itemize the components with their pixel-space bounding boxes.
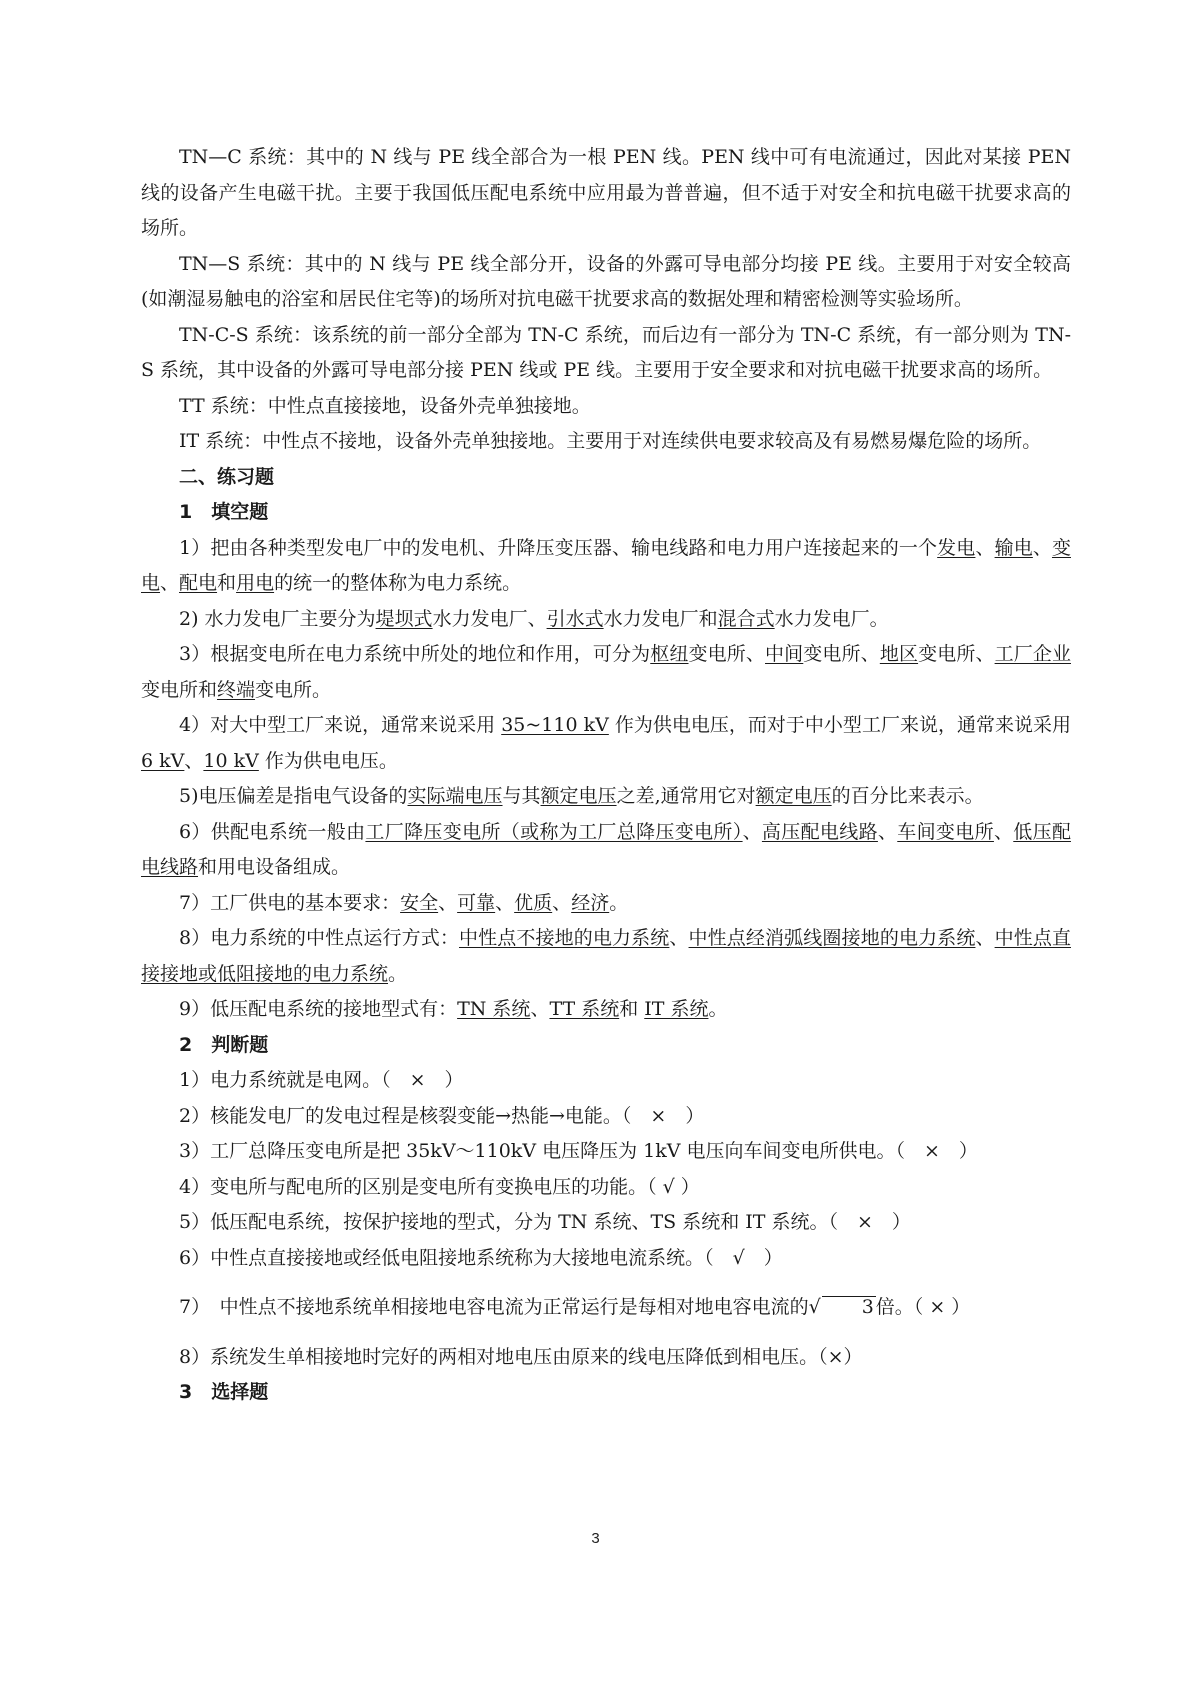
fill-question-7: 7）工厂供电的基本要求：安全、可靠、优质、经济。 <box>179 891 629 914</box>
answer-blank: 工厂企业 <box>994 643 1071 665</box>
answer-blank: 安全 <box>400 891 439 914</box>
answer-blank: 6 kV <box>141 749 185 772</box>
fill-question-4: 4）对大中型工厂来说，通常来说采用 35~110 kV 作为供电电压，而对于中小型工厂来说，通常来说采用 6 kV、10 kV 作为供电电压。 <box>141 714 1071 772</box>
answer-blank: 中间 <box>765 643 804 665</box>
answer-blank: 配电 <box>179 572 218 594</box>
answer-blank: 工厂降压变电所（或称为工厂总降压变电所） <box>365 820 743 843</box>
answer-blank: 经济 <box>571 891 610 914</box>
paragraph-it: IT 系统：中性点不接地，设备外壳单独接地。主要用于对连续供电要求较高及有易燃易爆危险的场所。 <box>179 430 1042 452</box>
answer-blank: 中性点不接地的电力系统 <box>459 927 670 949</box>
answer-blank: 低压配电线路 <box>141 820 1071 878</box>
sqrt-symbol: √ <box>808 1296 821 1318</box>
paragraph-tns: TN—S 系统：其中的 N 线与 PE 线全部分开，设备的外露可导电部分均接 PE 线。主要用于对安全较高(如潮湿易触电的浴室和居民住宅等)的场所对抗电磁干扰要求高的数据处理和精密检测等实验场所。 <box>141 252 1071 310</box>
fill-question-6: 6）供配电系统一般由工厂降压变电所（或称为工厂总降压变电所）、高压配电线路、车间变电所、低压配电线路和用电设备组成。 <box>141 820 1071 878</box>
answer-blank: TN 系统 <box>457 998 531 1020</box>
answer-blank: 中性点经消弧线圈接地的电力系统 <box>688 927 976 949</box>
spacer <box>141 1276 1071 1290</box>
answer-blank: 10 kV <box>203 749 259 772</box>
sqrt-radicand: 3 <box>822 1296 876 1317</box>
fill-question-9: 9）低压配电系统的接地型式有：TN 系统、TT 系统和 IT 系统。 <box>179 998 728 1020</box>
answer-blank: 地区 <box>879 643 919 665</box>
fill-question-1: 1）把由各种类型发电厂中的发电机、升降压变压器、输电线路和电力用户连接起来的一个发电、输电、变电、配电和用电的统一的整体称为电力系统。 <box>141 536 1071 594</box>
answer-blank: 高压配电线路 <box>761 820 878 843</box>
paragraph-tncs: TN-C-S 系统：该系统的前一部分全部为 TN-C 系统，而后边有一部分为 TN-C 系统，有一部分则为 TN-S 系统，其中设备的外露可导电部分接 PEN 线或 PE 线。主要用于安全要求和对抗电磁干扰要求高的场所。 <box>141 323 1071 381</box>
answer-blank: 混合式 <box>717 607 775 630</box>
paragraph-tnc: TN—C 系统：其中的 N 线与 PE 线全部合为一根 PEN 线。PEN 线中可有电流通过，因此对某接 PEN 线的设备产生电磁干扰。主要于我国低压配电系统中应用最为普普遍，但不适于对安全和抗电磁干扰要求高的场所。 <box>141 146 1071 239</box>
answer-blank: 额定电压 <box>540 785 617 807</box>
answer-blank: 引水式 <box>546 607 604 630</box>
judge-question-6: 6）中性点直接接地或经低电阻接地系统称为大接地电流系统。（ √ ） <box>179 1246 783 1269</box>
subheading-true-false: 2 判断题 <box>179 1033 269 1056</box>
page-number: 3 <box>591 1530 600 1547</box>
judge-question-2: 2）核能发电厂的发电过程是核裂变能→热能→电能。（ × ） <box>179 1104 705 1127</box>
answer-blank: 终端 <box>217 678 256 701</box>
answer-blank: 可靠 <box>457 891 496 914</box>
judge-question-8: 8）系统发生单相接地时完好的两相对地电压由原来的线电压降低到相电压。（×） <box>179 1345 863 1368</box>
answer-blank: 用电 <box>236 572 275 594</box>
judge-question-4: 4）变电所与配电所的区别是变电所有变换电压的功能。（ √ ） <box>179 1175 700 1198</box>
section-heading-exercises: 二、练习题 <box>179 465 275 488</box>
page-content <box>141 140 1071 1411</box>
answer-blank: 变电 <box>141 536 1071 594</box>
answer-blank: 枢纽 <box>650 643 689 665</box>
fill-question-2: 2) 水力发电厂主要分为堤坝式水力发电厂、引水式水力发电厂和混合式水力发电厂。 <box>179 607 889 630</box>
answer-blank: 优质 <box>514 891 553 914</box>
answer-blank: 堤坝式 <box>375 607 433 630</box>
fill-question-8: 8）电力系统的中性点运行方式：中性点不接地的电力系统、中性点经消弧线圈接地的电力系统、中性点直接接地或低阻接地的电力系统。 <box>141 927 1071 985</box>
fill-question-5: 5)电压偏差是指电气设备的实际端电压与其额定电压之差,通常用它对额定电压的百分比来表示。 <box>179 785 984 807</box>
answer-blank: IT 系统 <box>644 998 709 1020</box>
answer-blank: TT 系统 <box>549 998 620 1020</box>
answer-blank: 额定电压 <box>755 785 832 807</box>
spacer <box>141 1326 1071 1340</box>
subheading-multiple-choice: 3 选择题 <box>179 1381 269 1403</box>
judge-question-3: 3）工厂总降压变电所是把 35kV～110kV 电压降压为 1kV 电压向车间变电所供电。（ × ） <box>179 1140 978 1162</box>
answer-blank: 车间变电所 <box>897 820 994 843</box>
answer-blank: 输电 <box>994 536 1033 559</box>
answer-blank: 发电 <box>937 536 976 559</box>
answer-blank: 中性点直接接地或低阻接地的电力系统 <box>141 927 1071 985</box>
answer-blank: 35~110 kV <box>501 714 609 736</box>
paragraph-tt: TT 系统：中性点直接接地，设备外壳单独接地。 <box>179 394 591 417</box>
fill-question-3: 3）根据变电所在电力系统中所处的地位和作用，可分为枢纽变电所、中间变电所、地区变电所、工厂企业变电所和终端变电所。 <box>141 643 1071 701</box>
judge-question-7: 7） 中性点不接地系统单相接地电容电流为正常运行是每相对地电容电流的√ 3 倍。（ × ） <box>179 1296 971 1318</box>
answer-blank: 实际端电压 <box>407 785 503 807</box>
subheading-fill-blank: 1 填空题 <box>179 501 269 523</box>
judge-question-1: 1）电力系统就是电网。（ × ） <box>179 1069 464 1091</box>
judge-question-5: 5）低压配电系统，按保护接地的型式，分为 TN 系统、TS 系统和 IT 系统。（ × ） <box>179 1211 911 1233</box>
